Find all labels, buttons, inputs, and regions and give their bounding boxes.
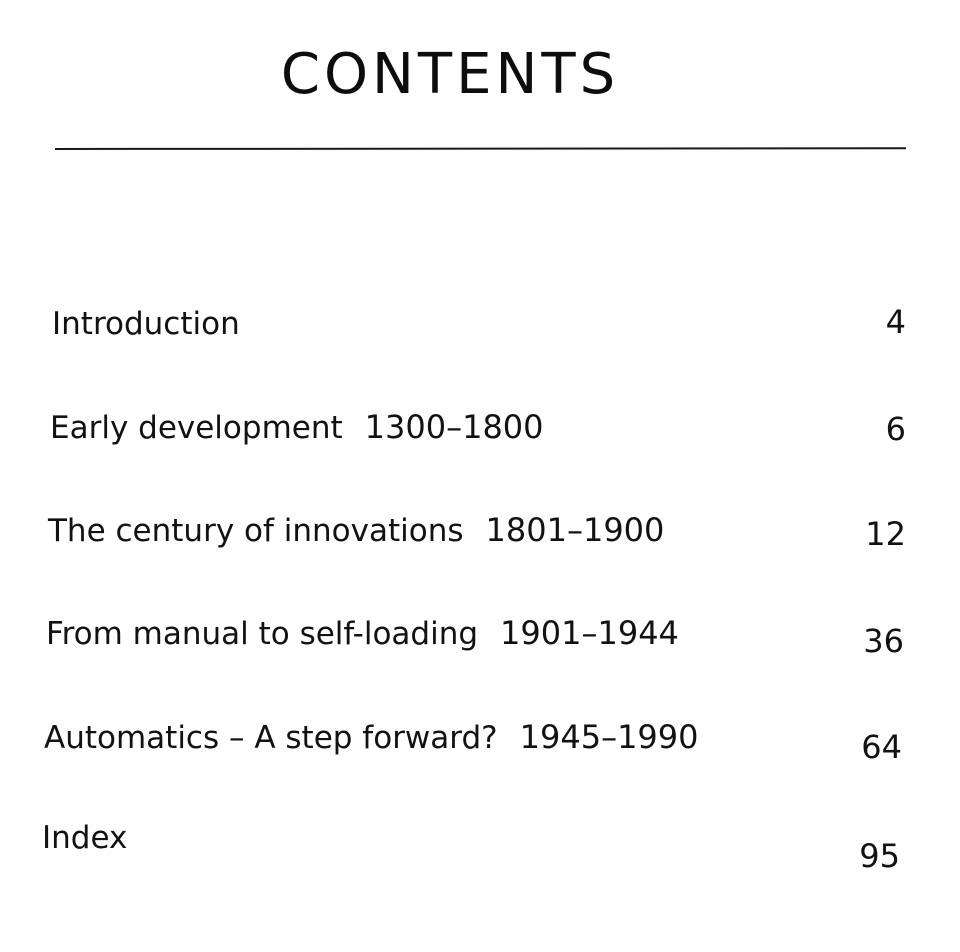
toc-entry-automatics[interactable] <box>0 717 960 767</box>
toc-entry-years: 1300–1800 <box>364 408 544 446</box>
toc-entry-title: Automatics – A step forward? <box>44 720 498 756</box>
toc-entry-page-number: 36 <box>863 622 904 660</box>
toc-entry-years: 1945–1990 <box>519 718 699 756</box>
toc-entry-title: Index <box>42 820 128 856</box>
toc-entry-century-of-innovations[interactable] <box>0 510 960 560</box>
toc-entry-label <box>46 613 679 654</box>
toc-entry-title: Early development <box>50 410 343 446</box>
toc-entry-page-number: 6 <box>885 410 906 448</box>
toc-entry-title: Introduction <box>52 306 240 342</box>
toc-entry-label <box>48 510 664 551</box>
toc-entry-early-development[interactable] <box>0 405 960 455</box>
title-divider <box>55 147 906 150</box>
toc-entry-manual-to-self-loading[interactable] <box>0 613 960 663</box>
toc-entry-years: 1901–1944 <box>500 614 679 652</box>
toc-entry-page-number: 4 <box>885 303 906 341</box>
toc-entry-label <box>42 818 127 858</box>
toc-entry-label <box>52 304 240 344</box>
toc-entry-page-number: 12 <box>865 515 906 553</box>
toc-entry-title: From manual to self-loading <box>46 616 479 652</box>
toc-entry-years: 1801–1900 <box>485 511 665 549</box>
toc-entry-title: The century of innovations <box>48 513 464 549</box>
toc-entry-page-number: 95 <box>859 837 900 875</box>
toc-entry-introduction[interactable] <box>0 300 960 350</box>
toc-entry-label <box>44 717 699 758</box>
toc-entry-label <box>50 407 544 448</box>
toc-entry-index[interactable] <box>0 818 960 875</box>
page-title: CONTENTS <box>280 42 620 107</box>
toc-entry-page-number: 64 <box>861 728 902 766</box>
